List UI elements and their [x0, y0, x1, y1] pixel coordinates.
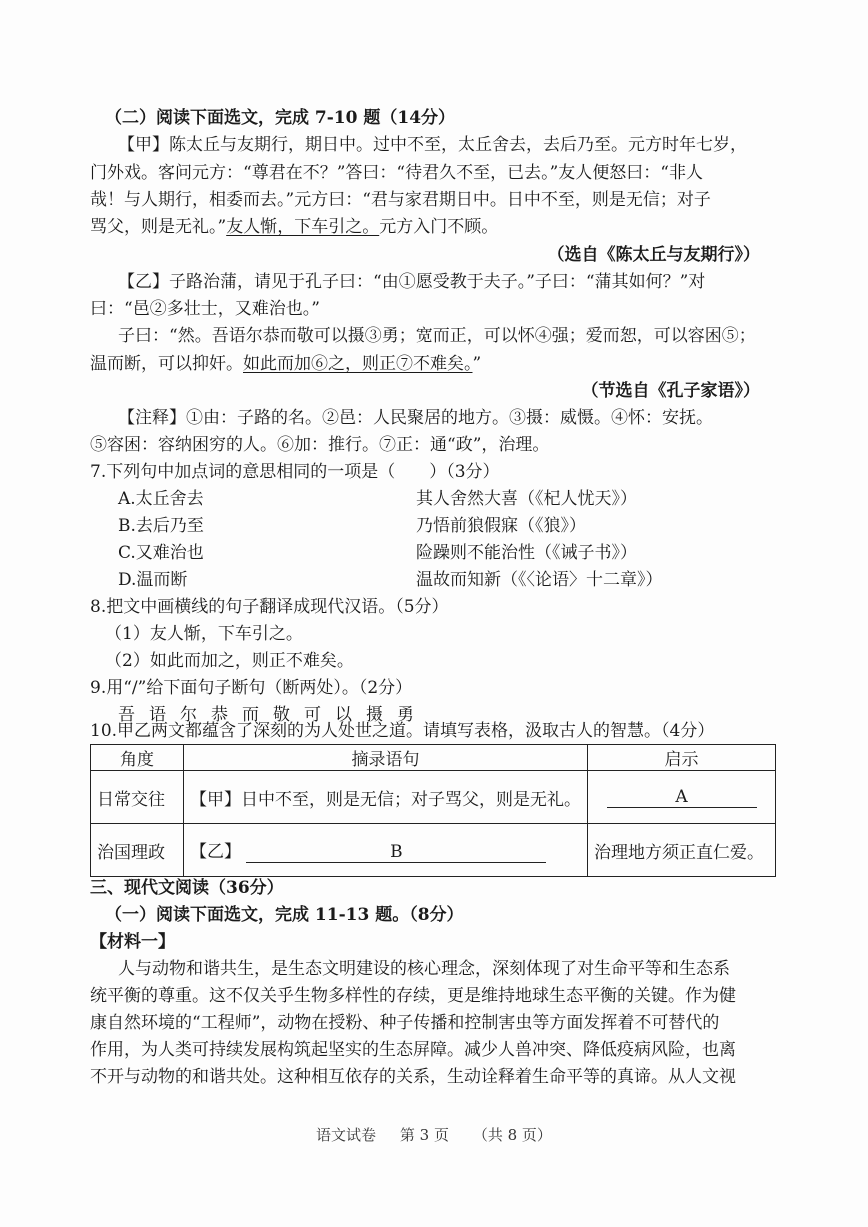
- q7-option-a-right: 其人舍然大喜（《杞人忧天》）: [416, 489, 637, 509]
- q10-table: [90, 744, 776, 877]
- answer-blank-b[interactable]: B: [246, 842, 546, 863]
- section3-heading: 三、现代文阅读（36分）: [90, 878, 284, 898]
- table-row: [91, 771, 776, 824]
- yi-line-4: [90, 352, 481, 376]
- row1-quote: 【甲】日中不至，则是无信；对子骂父，则是无礼。: [184, 771, 588, 824]
- row1-angle: 日常交往: [91, 771, 184, 824]
- jia-line-2: 门外戏。客问元方：“尊君在不？”答曰：“待君久不至，已去。”友人便怒曰：“非人: [90, 163, 703, 183]
- q9-sentence: 吾语尔恭而敬可以摄勇: [118, 705, 428, 725]
- table-header-quote: 摘录语句: [184, 745, 588, 771]
- jia-line-4: [90, 215, 498, 239]
- section3-subheading: （一）阅读下面选文，完成 11-13 题。（8分）: [105, 905, 464, 925]
- answer-blank-a[interactable]: A: [607, 787, 757, 808]
- para-line-1: 人与动物和谐共生，是生态文明建设的核心理念，深刻体现了对生命平等和生态系: [118, 959, 730, 979]
- row2-quote-prefix: 【乙】: [190, 842, 241, 862]
- q7-option-c-left: C.又难治也: [118, 543, 204, 563]
- jia-underlined-sentence: 友人惭，下车引之。: [226, 217, 380, 237]
- table-header-insight: 启示: [588, 745, 776, 771]
- footer-page-number: 第 3 页: [399, 1126, 449, 1144]
- section2-heading: （二）阅读下面选文，完成 7-10 题（14分）: [105, 108, 456, 128]
- q7-option-b-right: 乃悟前狼假寐（《狼》）: [416, 516, 586, 536]
- page-footer: [0, 1124, 868, 1145]
- q8-item-2: （2）如此而加之，则正不难矣。: [105, 651, 354, 671]
- table-row: [91, 824, 776, 877]
- yi-line-4-post: ”: [472, 354, 482, 374]
- row2-insight: 治理地方须正直仁爱。: [588, 824, 776, 877]
- jia-line-4-pre: 骂父，则是无礼。”: [90, 217, 227, 237]
- table-header-angle: 角度: [91, 745, 184, 771]
- q7-option-d-right: 温故而知新（《〈论语〉十二章》）: [416, 570, 663, 590]
- material-one-label: 【材料一】: [90, 932, 175, 952]
- q8-item-1: （1）友人惭，下车引之。: [105, 624, 303, 644]
- yi-line-3: 子曰：“然。吾语尔恭而敬可以摄③勇；宽而正，可以怀④强；爱而恕，可以容困⑤；: [118, 326, 756, 346]
- q7-option-c-right: 险躁则不能治性（《诫子书》）: [416, 543, 637, 563]
- table-header-row: [91, 745, 776, 771]
- yi-source: （节选自《孔子家语》）: [581, 381, 760, 401]
- yi-line-2: 曰：“邑②多壮士，又难治也。”: [90, 299, 320, 319]
- row2-quote-cell: [184, 824, 588, 877]
- q7-option-b-left: B.去后乃至: [118, 516, 204, 536]
- para-line-2: 统平衡的尊重。这不仅关乎生物多样性的存续，更是维持地球生态平衡的关键。作为健: [90, 986, 736, 1006]
- q7-option-d-left: D.温而断: [118, 570, 188, 590]
- yi-underlined-sentence: 如此而加⑥之，则正⑦不难矣。: [243, 354, 473, 374]
- para-line-3: 康自然环境的“工程师”，动物在授粉、种子传播和控制害虫等方面发挥着不可替代的: [90, 1013, 720, 1033]
- q7-stem: 7.下列句中加点词的意思相同的一项是（ ）（3分）: [90, 462, 500, 482]
- yi-line-4-pre: 温而断，可以抑奸。: [90, 354, 243, 374]
- row2-angle: 治国理政: [91, 824, 184, 877]
- footer-total-pages: （共 8 页）: [472, 1126, 552, 1144]
- jia-line-3: 哉！与人期行，相委而去。”元方曰：“君与家君期日中。日中不至，则是无信；对子: [90, 190, 711, 210]
- para-line-4: 作用，为人类可持续发展构筑起坚实的生态屏障。减少人兽冲突、降低疫病风险，也离: [90, 1040, 736, 1060]
- para-line-5: 不开与动物的和谐共处。这种相互依存的关系，生动诠释着生命平等的真谛。从人文视: [90, 1067, 736, 1087]
- jia-source: （选自《陈太丘与友期行》）: [547, 245, 760, 265]
- q8-stem: 8.把文中画横线的句子翻译成现代汉语。（5分）: [90, 597, 449, 617]
- notes-line-2: ⑤容困：容纳困穷的人。⑥加：推行。⑦正：通“政”，治理。: [90, 435, 550, 455]
- q7-option-a-left: A.太丘舍去: [118, 489, 204, 509]
- notes-line-1: 【注释】①由：子路的名。②邑：人民聚居的地方。③摄：威慑。④怀：安抚。: [118, 408, 713, 428]
- row1-insight-cell: [588, 771, 776, 824]
- q9-stem: 9.用“/”给下面句子断句（断两处）。（2分）: [90, 678, 413, 698]
- yi-line-1: 【乙】子路治蒲，请见于孔子曰：“由①愿受教于夫子。”子曰：“蒲其如何？”对: [118, 272, 706, 292]
- jia-line-1: 【甲】陈太丘与友期行，期日中。过中不至，太丘舍去，去后乃至。元方时年七岁，: [118, 135, 747, 155]
- jia-line-4-post: 元方入门不顾。: [379, 217, 499, 237]
- q10-stem: 10.甲乙两文都蕴含了深刻的为人处世之道。请填写表格，汲取古人的智慧。（4分）: [90, 721, 715, 741]
- footer-subject: 语文试卷: [316, 1126, 377, 1144]
